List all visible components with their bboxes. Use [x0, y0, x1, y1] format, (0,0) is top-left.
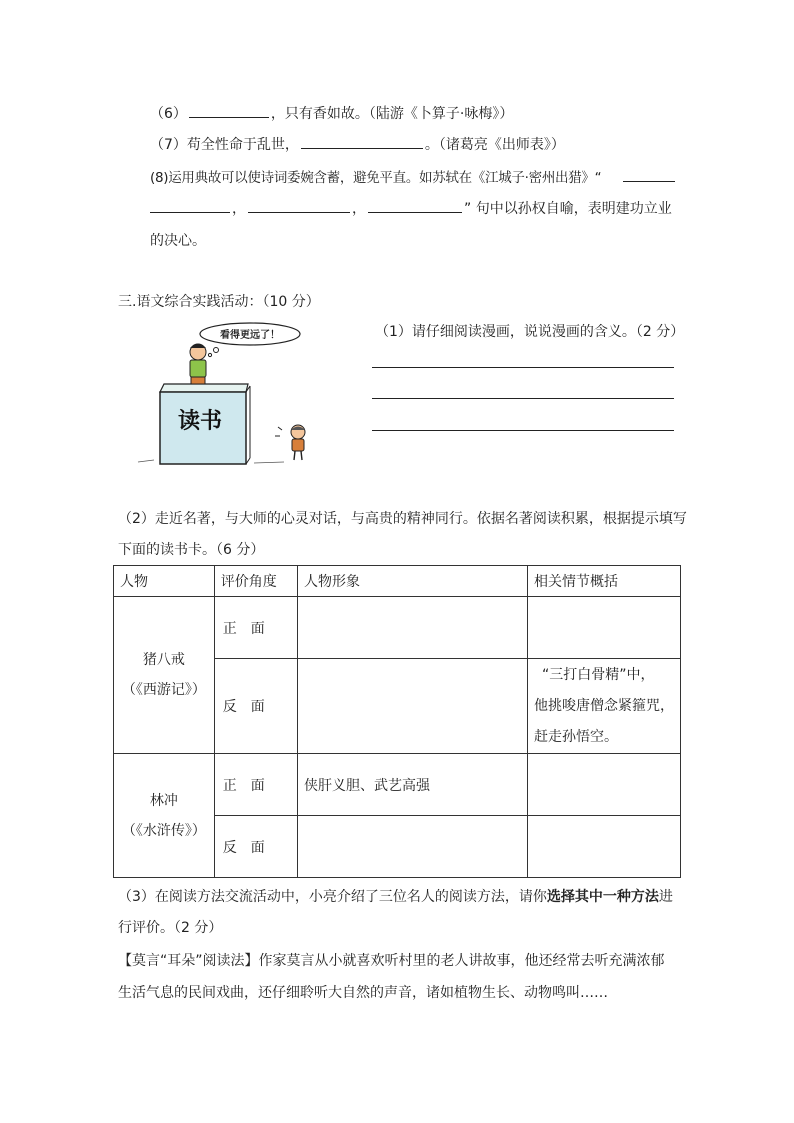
plot-line-2: 他挑唆唐僧念紧箍咒， [534, 697, 674, 714]
sub2-line2: 下面的读书卡。（6 分） [118, 542, 265, 558]
header-angle: 评价角度 [214, 566, 297, 597]
table-row [114, 754, 681, 816]
q8-text-3: 的决心。 [150, 233, 206, 249]
zhubajie-name: 猪八戒 [142, 652, 185, 668]
answer-cell[interactable] [298, 597, 528, 659]
zhubajie-book: （《西游记》） [121, 682, 206, 698]
q8-blank-2[interactable] [150, 198, 230, 213]
sub1-answer-line-1[interactable] [372, 367, 674, 368]
q7-number: （7） [150, 137, 187, 153]
header-character: 人物 [114, 566, 215, 597]
q8-blank-1[interactable] [623, 181, 675, 182]
q8-line2 [150, 198, 672, 218]
sub2-line1: （2）走近名著，与大师的心灵对话，与高贵的精神同行。依据名著阅读积累，根据提示填写 [118, 511, 687, 527]
plot-line-1: “三打白骨精”中， [542, 666, 655, 683]
sub3-emphasis: 选择其中一种方法 [546, 889, 659, 905]
q8-text-1: (8)运用典故可以使诗词委婉含蓄，避免平直。如苏轼在《江城子·密州出猎》“ [150, 170, 602, 186]
q8-sep-1: ， [232, 201, 246, 217]
answer-cell[interactable] [528, 816, 681, 878]
section3-title: 三.语文综合实践活动：（10 分） [118, 294, 320, 310]
book-title: 读书 [177, 409, 223, 434]
bubble-text: 看得更远了！ [220, 330, 280, 341]
q7-text-a: 苟全性命于乱世， [186, 137, 299, 153]
q7-blank[interactable] [301, 134, 423, 149]
sub1-prompt: （1）请仔细阅读漫画，说说漫画的含义。（2 分） [375, 324, 685, 340]
q6-number: （6） [150, 106, 187, 122]
angle-negative: 反 面 [214, 816, 297, 878]
character-zhubajie [114, 597, 215, 754]
q8-blank-3[interactable] [248, 198, 350, 213]
angle-negative: 反 面 [214, 659, 297, 754]
linchong-image: 侠肝义胆、武艺高强 [298, 754, 528, 816]
header-plot: 相关情节概括 [528, 566, 681, 597]
answer-cell[interactable] [298, 659, 528, 754]
header-image: 人物形象 [298, 566, 528, 597]
reading-card-table [113, 565, 681, 878]
sub3-line2: 行评价。（2 分） [118, 920, 223, 936]
moyan-line2: 生活气息的民间戏曲，还仔细聆听大自然的声音，诸如植物生长、动物鸣叫…… [118, 985, 608, 1001]
angle-positive: 正 面 [214, 597, 297, 659]
sub3-line1 [118, 886, 673, 906]
angle-positive: 正 面 [214, 754, 297, 816]
linchong-name: 林冲 [149, 792, 178, 809]
q8-line3 [150, 230, 206, 250]
reading-cartoon [134, 322, 312, 470]
q7-line [150, 134, 565, 154]
q8-tail: ” 句中以孙权自喻，表明建功立业 [464, 201, 672, 217]
character-linchong [114, 754, 215, 878]
moyan-line1: 【莫言“耳朵”阅读法】作家莫言从小就喜欢听村里的老人讲故事，他还经常去听充满浓郁 [118, 953, 665, 969]
sub3-text-a: （3）在阅读方法交流活动中，小亮介绍了三位名人的阅读方法，请你 [118, 889, 547, 905]
q6-blank[interactable] [189, 103, 269, 118]
q6-text: ，只有香如故。（陆游《卜算子·咏梅》） [270, 106, 514, 122]
sub1-answer-line-3[interactable] [372, 430, 674, 431]
q6-line [150, 103, 513, 123]
plot-summary [528, 659, 681, 754]
q8-sep-2: ， [352, 201, 366, 217]
answer-cell[interactable] [528, 754, 681, 816]
answer-cell[interactable] [528, 597, 681, 659]
q7-text-b: 。（诸葛亮《出师表》） [424, 137, 565, 153]
answer-cell[interactable] [298, 816, 528, 878]
sub3-text-b: 进 [658, 889, 673, 905]
plot-line-3: 赶走孙悟空。 [534, 728, 618, 745]
table-row [114, 597, 681, 659]
q8-line1 [150, 166, 601, 186]
table-header-row [114, 566, 681, 597]
sub1-answer-line-2[interactable] [372, 398, 674, 399]
linchong-book: （《水浒传》） [121, 822, 206, 839]
q8-blank-4[interactable] [368, 198, 462, 213]
